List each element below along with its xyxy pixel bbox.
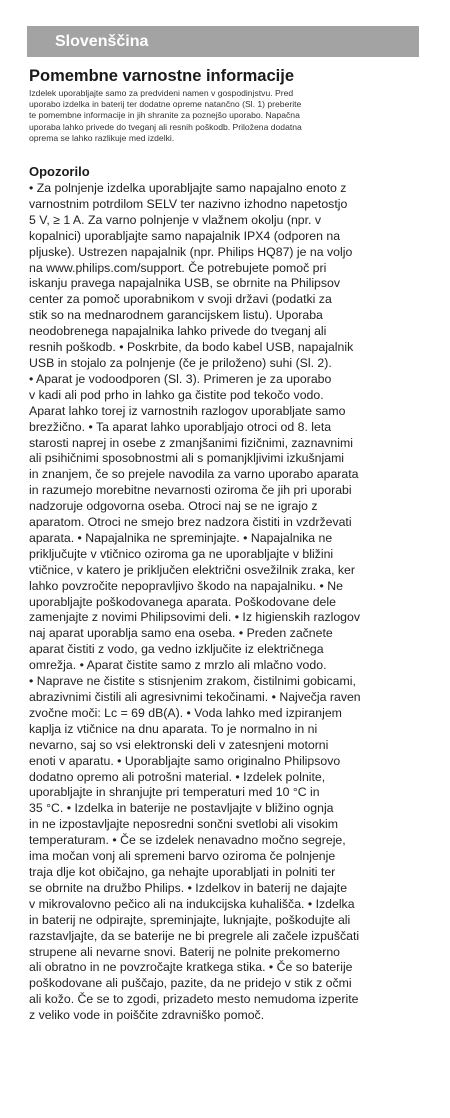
section-title: Pomembne varnostne informacije [29,67,294,85]
warning-line: zamenjajte z novimi Philipsovimi deli. • Iz higienskih razlogov [29,610,360,625]
warning-line: brezžično. • Ta aparat lahko uporabljajo otroci od 8. leta [29,419,332,434]
warning-line: omrežja. • Aparat čistite samo z mrzlo ali mlačno vodo. [29,658,327,673]
warning-line: uporabljajte in shranjujte pri temperaturi med 10 °C in [29,785,320,800]
warning-line: naj aparat uporablja samo ena oseba. • Preden začnete [29,626,333,641]
intro-paragraph [29,88,421,144]
warning-paragraph [29,181,421,1024]
intro-line: uporabo izdelka in baterij ter dodatne opreme natančno (Sl. 1) preberite [29,99,302,110]
warning-line: aparata. • Napajalnika ne spreminjajte. • Napajalnika ne [29,530,333,545]
warning-line: stik so na mednarodnem garancijskem listu). Uporaba [29,308,323,323]
warning-line: aparat čistiti z vodo, ga vedno izključite iz električnega [29,642,324,657]
warning-line: USB in stojalo za polnjenje (če je priloženo) suhi (Sl. 2). [29,355,332,370]
warning-line: v kadi ali pod prho in lahko ga čistite pod tekočo vodo. [29,387,324,402]
warning-line: z veliko vode in poiščite zdravniško pomoč. [29,1008,265,1023]
warning-line: 5 V, ≥ 1 A. Za varno polnjenje v vlažnem okolju (npr. v [29,212,322,227]
warning-line: aparatom. Otroci ne smejo brez nadzora čistiti in vzdrževati [29,515,352,530]
safety-section [29,66,421,1024]
warning-line: in razumejo morebitne nevarnosti oziroma če jih pri uporabi [29,483,352,498]
warning-line: razstavljajte, da se baterije ne bi pregrele ali začele izpuščati [29,928,360,943]
warning-line: zvočne moči: Lc = 69 dB(A). • Voda lahko med izpiranjem [29,705,342,720]
warning-line: • Naprave ne čistite s stisnjenim zrakom, čistilnimi gobicami, [29,674,356,689]
language-label: Slovenščina [55,32,149,50]
warning-line: iskanju pravega napajalnika USB, se obrnite na Philipsov [29,276,341,291]
warning-line: Aparat lahko torej iz varnostnih razlogov uporabljate samo [29,403,346,418]
warning-heading: Opozorilo [29,164,90,180]
warning-line: poškodovane ali puščajo, pazite, da ne pridejo v stik z očmi [29,976,352,991]
warning-line: kopalnici) uporabljajte samo napajalnik IPX4 (odporen na [29,228,341,243]
warning-line: traja dlje kot običajno, ga nehajte uporabljati in polniti ter [29,864,336,879]
warning-line: ali psihičnimi sposobnostmi ali s pomanjkljivimi izkušnjami [29,451,345,466]
warning-line: lahko povzročite nepopravljivo škodo na napajalniku. • Ne [29,578,343,593]
warning-line: uporabljajte poškodovanega aparata. Poškodovane dele [29,594,336,609]
warning-line: nevarno, saj so vsi elektronski deli v zatesnjeni motorni [29,737,329,752]
warning-line: temperaturam. • Če se izdelek nenavadno močno segreje, [29,833,346,848]
intro-line: Izdelek uporabljajte samo za predvideni namen v gospodinjstvu. Pred [29,88,294,98]
intro-line: oprema se lahko razlikuje med izdelki. [29,132,175,143]
warning-line: in znanjem, če so prejele navodila za varno uporabo aparata [29,467,359,482]
warning-line: ali obratno in ne povzročajte kratkega stika. • Če so baterije [29,960,353,975]
warning-line: resnih poškodb. • Poskrbite, da bodo kabel USB, napajalnik [29,340,354,355]
warning-line: v mikrovalovno pečico ali na indukcijska kuhališča. • Izdelka [29,896,355,911]
warning-line: strupene ali nevarne snovi. Baterij ne polnite prekomerno [29,944,341,959]
intro-line: te pomembne informacije in jih shranite za poznejšo uporabo. Napačna [29,110,300,121]
warning-line: in baterij ne odpirajte, spreminjajte, luknjajte, poškodujte ali [29,912,351,927]
warning-line: ima močan vonj ali spremeni barvo oziroma če polnjenje [29,849,336,864]
warning-line: in ne izpostavljajte neposredni sončni svetlobi ali visokim [29,817,338,832]
warning-line: dodatno opremo ali potrošni material. • Izdelek polnite, [29,769,326,784]
warning-line: pljuske). Ustrezen napajalnik (npr. Philips HQ87) je na voljo [29,244,353,259]
warning-line: na www.philips.com/support. Če potrebujete pomoč pri [29,260,327,275]
warning-line: ali kožo. Če se to zgodi, prizadeto mesto nemudoma izperite [29,992,359,1007]
warning-line: neodobrenega napajalnika lahko privede do tveganj ali [29,324,327,339]
warning-line: se obrnite na družbo Philips. • Izdelkov in baterij ne dajajte [29,880,348,895]
warning-line: nadzoruje odgovorna oseba. Otroci naj se ne igrajo z [29,499,318,514]
warning-line: 35 °C. • Izdelka in baterije ne postavljajte v bližino ognja [29,801,334,816]
warning-line: • Aparat je vodoodporen (Sl. 3). Primeren je za uporabo [29,371,332,386]
warning-line: vtičnice, v katero je priključen električni osvežilnik zraka, ker [29,562,355,577]
language-header-bar [27,26,419,57]
warning-line: • Za polnjenje izdelka uporabljajte samo napajalno enoto z [29,181,347,196]
warning-line: starosti naprej in osebe z zmanjšanimi fizičnimi, zaznavnimi [29,435,353,450]
warning-line: center za pomoč uporabnikom v svoji državi (podatki za [29,292,332,307]
warning-line: abrazivnimi čistili ali agresivnimi tekočinami. • Največja raven [29,690,361,705]
warning-line: enoti v aparatu. • Uporabljajte samo originalno Philipsovo [29,753,341,768]
warning-line: kaplja iz vtičnice na dnu aparata. To je normalno in ni [29,721,318,736]
warning-line: priključujte v vtičnico oziroma ga ne uporabljajte v bližini [29,546,334,561]
intro-line: uporaba lahko privede do tveganj ali resnih poškodb. Priložena dodatna [29,121,302,132]
warning-line: varnostnim potrdilom SELV ter nazivno izhodno napetostjo [29,196,348,211]
